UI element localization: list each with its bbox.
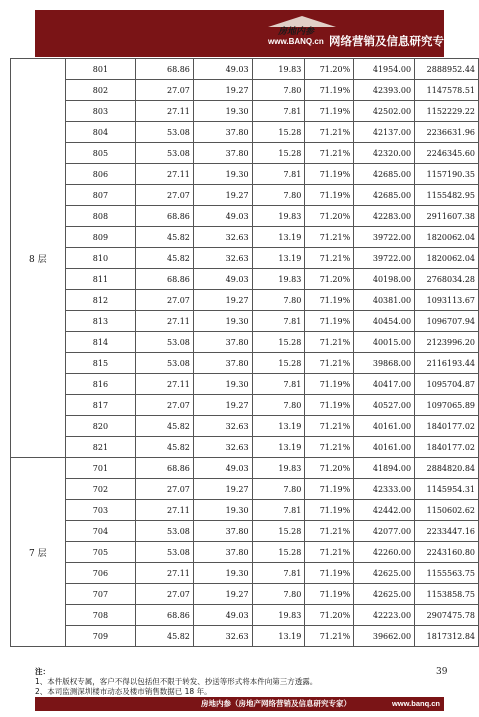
table-cell: 71.20%: [305, 605, 354, 626]
table-cell: 15.28: [252, 143, 305, 164]
logo-name: 房地内参: [278, 27, 315, 37]
table-cell: 15.28: [252, 332, 305, 353]
table-cell: 49.03: [193, 458, 252, 479]
table-cell: 39662.00: [354, 626, 415, 647]
table-cell: 68.86: [136, 206, 194, 227]
table-cell: 71.19%: [305, 80, 354, 101]
table-cell: 7.81: [252, 563, 305, 584]
table-cell: 37.80: [193, 353, 252, 374]
table-cell: 71.20%: [305, 269, 354, 290]
table-cell: 807: [65, 185, 136, 206]
table-row: [11, 479, 479, 500]
table-cell: 19.30: [193, 311, 252, 332]
table-cell: 19.83: [252, 269, 305, 290]
table-cell: 68.86: [136, 458, 194, 479]
table-row: [11, 605, 479, 626]
table-cell: 45.82: [136, 248, 194, 269]
table-cell: 32.63: [193, 437, 252, 458]
table-cell: 71.19%: [305, 164, 354, 185]
table-cell: 39868.00: [354, 353, 415, 374]
table-cell: 2911607.38: [415, 206, 479, 227]
table-cell: 2888952.44: [415, 59, 479, 80]
table-cell: 37.80: [193, 521, 252, 542]
floor-label: 7 层: [11, 458, 66, 647]
table-cell: 53.08: [136, 143, 194, 164]
table-cell: 15.28: [252, 542, 305, 563]
table-cell: 810: [65, 248, 136, 269]
table-cell: 40381.00: [354, 290, 415, 311]
table-cell: 812: [65, 290, 136, 311]
table-cell: 19.27: [193, 584, 252, 605]
table-cell: 701: [65, 458, 136, 479]
table-cell: 27.07: [136, 80, 194, 101]
table-row: [11, 500, 479, 521]
table-row: [11, 626, 479, 647]
table-cell: 49.03: [193, 269, 252, 290]
table-cell: 808: [65, 206, 136, 227]
table-cell: 1155563.75: [415, 563, 479, 584]
table-cell: 27.07: [136, 395, 194, 416]
table-cell: 32.63: [193, 416, 252, 437]
table-row: [11, 584, 479, 605]
table-cell: 27.07: [136, 584, 194, 605]
table-cell: 19.83: [252, 605, 305, 626]
table-cell: 68.86: [136, 59, 194, 80]
table-cell: 7.81: [252, 311, 305, 332]
table-cell: 19.83: [252, 59, 305, 80]
table-cell: 40417.00: [354, 374, 415, 395]
table-row: [11, 311, 479, 332]
table-cell: 19.30: [193, 101, 252, 122]
table-cell: 27.07: [136, 290, 194, 311]
table-cell: 2236631.96: [415, 122, 479, 143]
table-cell: 40161.00: [354, 437, 415, 458]
table-row: [11, 143, 479, 164]
table-cell: 1097065.89: [415, 395, 479, 416]
table-cell: 804: [65, 122, 136, 143]
table-cell: 45.82: [136, 416, 194, 437]
table-cell: 15.28: [252, 122, 305, 143]
table-cell: 40015.00: [354, 332, 415, 353]
table-cell: 1153858.75: [415, 584, 479, 605]
table-cell: 42685.00: [354, 185, 415, 206]
table-cell: 53.08: [136, 542, 194, 563]
table-cell: 42077.00: [354, 521, 415, 542]
table-cell: 1820062.04: [415, 227, 479, 248]
table-cell: 19.30: [193, 164, 252, 185]
table-cell: 42137.00: [354, 122, 415, 143]
page-number: 39: [436, 667, 448, 677]
table-cell: 813: [65, 311, 136, 332]
table-cell: 27.11: [136, 563, 194, 584]
table-cell: 13.19: [252, 248, 305, 269]
table-cell: 71.20%: [305, 458, 354, 479]
table-cell: 71.21%: [305, 227, 354, 248]
table-row: [11, 101, 479, 122]
table-cell: 7.80: [252, 185, 305, 206]
table-cell: 40161.00: [354, 416, 415, 437]
table-row: [11, 458, 479, 479]
table-cell: 2116193.44: [415, 353, 479, 374]
table-cell: 19.30: [193, 374, 252, 395]
table-cell: 71.19%: [305, 479, 354, 500]
table-cell: 7.80: [252, 395, 305, 416]
table-cell: 42283.00: [354, 206, 415, 227]
table-cell: 803: [65, 101, 136, 122]
table-cell: 42625.00: [354, 584, 415, 605]
table-cell: 37.80: [193, 143, 252, 164]
table-cell: 820: [65, 416, 136, 437]
table-cell: 1840177.02: [415, 416, 479, 437]
table-cell: 49.03: [193, 59, 252, 80]
table-cell: 49.03: [193, 605, 252, 626]
table-cell: 1095704.87: [415, 374, 479, 395]
table-cell: 37.80: [193, 332, 252, 353]
table-cell: 71.19%: [305, 395, 354, 416]
table-cell: 42685.00: [354, 164, 415, 185]
table-cell: 707: [65, 584, 136, 605]
table-cell: 32.63: [193, 227, 252, 248]
table-cell: 1145954.31: [415, 479, 479, 500]
table-row: [11, 521, 479, 542]
table-cell: 45.82: [136, 626, 194, 647]
table-row: [11, 332, 479, 353]
table-cell: 42223.00: [354, 605, 415, 626]
table-cell: 709: [65, 626, 136, 647]
table-cell: 811: [65, 269, 136, 290]
table-cell: 71.19%: [305, 311, 354, 332]
table-cell: 706: [65, 563, 136, 584]
table-cell: 19.83: [252, 458, 305, 479]
table-cell: 71.21%: [305, 143, 354, 164]
table-cell: 68.86: [136, 605, 194, 626]
table-cell: 809: [65, 227, 136, 248]
table-cell: 708: [65, 605, 136, 626]
footer-url: www.banq.cn: [391, 699, 440, 708]
table-cell: 19.27: [193, 185, 252, 206]
table-cell: 68.86: [136, 269, 194, 290]
table-cell: 19.27: [193, 80, 252, 101]
table-cell: 71.21%: [305, 437, 354, 458]
table-cell: 39722.00: [354, 248, 415, 269]
table-cell: 801: [65, 59, 136, 80]
table-cell: 821: [65, 437, 136, 458]
table-cell: 42625.00: [354, 563, 415, 584]
table-cell: 19.27: [193, 479, 252, 500]
notes-line: 2、本司监测深圳楼市动态及楼市销售数据已 18 年。: [35, 687, 212, 696]
table-cell: 15.28: [252, 521, 305, 542]
table-cell: 1150602.62: [415, 500, 479, 521]
table-cell: 705: [65, 542, 136, 563]
table-cell: 40198.00: [354, 269, 415, 290]
table-cell: 19.30: [193, 563, 252, 584]
table-cell: 71.21%: [305, 353, 354, 374]
table-cell: 39722.00: [354, 227, 415, 248]
table-cell: 53.08: [136, 521, 194, 542]
table-cell: 27.11: [136, 500, 194, 521]
table-cell: 1155482.95: [415, 185, 479, 206]
table-cell: 13.19: [252, 416, 305, 437]
table-cell: 42442.00: [354, 500, 415, 521]
table-cell: 32.63: [193, 626, 252, 647]
table-cell: 815: [65, 353, 136, 374]
table-row: [11, 122, 479, 143]
table-cell: 71.19%: [305, 185, 354, 206]
notes-line: 1、本件版权专属，客户不得以包括但不限于转发、抄送等形式将本件向第三方透露。: [35, 677, 318, 686]
table-cell: 37.80: [193, 122, 252, 143]
table-cell: 42393.00: [354, 80, 415, 101]
table-cell: 805: [65, 143, 136, 164]
price-table: [10, 58, 479, 647]
table-cell: 71.19%: [305, 584, 354, 605]
logo-url: www.BANQ.cn: [268, 37, 324, 46]
table-cell: 1820062.04: [415, 248, 479, 269]
table-cell: 71.19%: [305, 290, 354, 311]
table-cell: 7.81: [252, 374, 305, 395]
table-cell: 13.19: [252, 437, 305, 458]
table-cell: 41894.00: [354, 458, 415, 479]
table-cell: 7.80: [252, 290, 305, 311]
table-cell: 42320.00: [354, 143, 415, 164]
table-cell: 40454.00: [354, 311, 415, 332]
notes: [35, 667, 317, 697]
table-row: [11, 353, 479, 374]
table-row: [11, 206, 479, 227]
table-cell: 42260.00: [354, 542, 415, 563]
table-cell: 71.21%: [305, 122, 354, 143]
table-row: [11, 59, 479, 80]
table-row: [11, 416, 479, 437]
table-cell: 71.19%: [305, 500, 354, 521]
table-cell: 7.81: [252, 164, 305, 185]
table-cell: 2884820.84: [415, 458, 479, 479]
table-cell: 2246345.60: [415, 143, 479, 164]
table-cell: 27.11: [136, 374, 194, 395]
table-cell: 71.20%: [305, 206, 354, 227]
table-cell: 2243160.80: [415, 542, 479, 563]
table-cell: 7.80: [252, 479, 305, 500]
table-row: [11, 227, 479, 248]
table-cell: 71.19%: [305, 563, 354, 584]
table-cell: 7.81: [252, 101, 305, 122]
table-cell: 71.19%: [305, 101, 354, 122]
table-cell: 1093113.67: [415, 290, 479, 311]
table-cell: 27.11: [136, 164, 194, 185]
table-row: [11, 269, 479, 290]
table-cell: 7.80: [252, 80, 305, 101]
table-cell: 71.20%: [305, 59, 354, 80]
table-cell: 45.82: [136, 227, 194, 248]
table-cell: 53.08: [136, 353, 194, 374]
table-cell: 37.80: [193, 542, 252, 563]
table-cell: 1096707.94: [415, 311, 479, 332]
table-cell: 19.27: [193, 290, 252, 311]
table-cell: 7.80: [252, 584, 305, 605]
table-cell: 2233447.16: [415, 521, 479, 542]
table-cell: 71.19%: [305, 374, 354, 395]
table-cell: 1157190.35: [415, 164, 479, 185]
table-cell: 71.21%: [305, 248, 354, 269]
table-row: [11, 374, 479, 395]
table-row: [11, 185, 479, 206]
table-row: [11, 80, 479, 101]
table-row: [11, 395, 479, 416]
table-cell: 817: [65, 395, 136, 416]
table-row: [11, 164, 479, 185]
table-cell: 40527.00: [354, 395, 415, 416]
table-row: [11, 563, 479, 584]
table-cell: 53.08: [136, 332, 194, 353]
table-cell: 702: [65, 479, 136, 500]
table-cell: 19.27: [193, 395, 252, 416]
table-row: [11, 542, 479, 563]
table-cell: 1152229.22: [415, 101, 479, 122]
table-cell: 802: [65, 80, 136, 101]
table-cell: 1817312.84: [415, 626, 479, 647]
table-cell: 816: [65, 374, 136, 395]
table-cell: 32.63: [193, 248, 252, 269]
table-cell: 53.08: [136, 122, 194, 143]
table-cell: 13.19: [252, 626, 305, 647]
header-slogan: 网络营销及信息研究专家: [329, 34, 456, 48]
table-cell: 19.83: [252, 206, 305, 227]
table-cell: 13.19: [252, 227, 305, 248]
table-cell: 704: [65, 521, 136, 542]
table-cell: 71.21%: [305, 416, 354, 437]
table-cell: 71.21%: [305, 626, 354, 647]
table-cell: 2907475.78: [415, 605, 479, 626]
table-cell: 71.21%: [305, 521, 354, 542]
table-row: [11, 290, 479, 311]
table-cell: 27.11: [136, 311, 194, 332]
table-row: [11, 248, 479, 269]
table-cell: 27.11: [136, 101, 194, 122]
table-cell: 703: [65, 500, 136, 521]
table-cell: 2768034.28: [415, 269, 479, 290]
table-cell: 27.07: [136, 479, 194, 500]
table-cell: 42502.00: [354, 101, 415, 122]
table-cell: 19.30: [193, 500, 252, 521]
table-cell: 1147578.51: [415, 80, 479, 101]
table-cell: 806: [65, 164, 136, 185]
footer-company: 房地内参（房地产网络营销及信息研究专家）: [201, 699, 351, 708]
table-cell: 2123996.20: [415, 332, 479, 353]
table-cell: 71.21%: [305, 542, 354, 563]
table-cell: 27.07: [136, 185, 194, 206]
table-cell: 45.82: [136, 437, 194, 458]
table-cell: 7.81: [252, 500, 305, 521]
floor-label: 8 层: [11, 59, 66, 458]
table-row: [11, 437, 479, 458]
table-cell: 15.28: [252, 353, 305, 374]
footer-bar: [35, 697, 444, 711]
table-cell: 71.21%: [305, 332, 354, 353]
notes-title: 注：: [35, 667, 50, 676]
table-cell: 814: [65, 332, 136, 353]
table-cell: 49.03: [193, 206, 252, 227]
table-cell: 41954.00: [354, 59, 415, 80]
table-cell: 42333.00: [354, 479, 415, 500]
table-cell: 1840177.02: [415, 437, 479, 458]
